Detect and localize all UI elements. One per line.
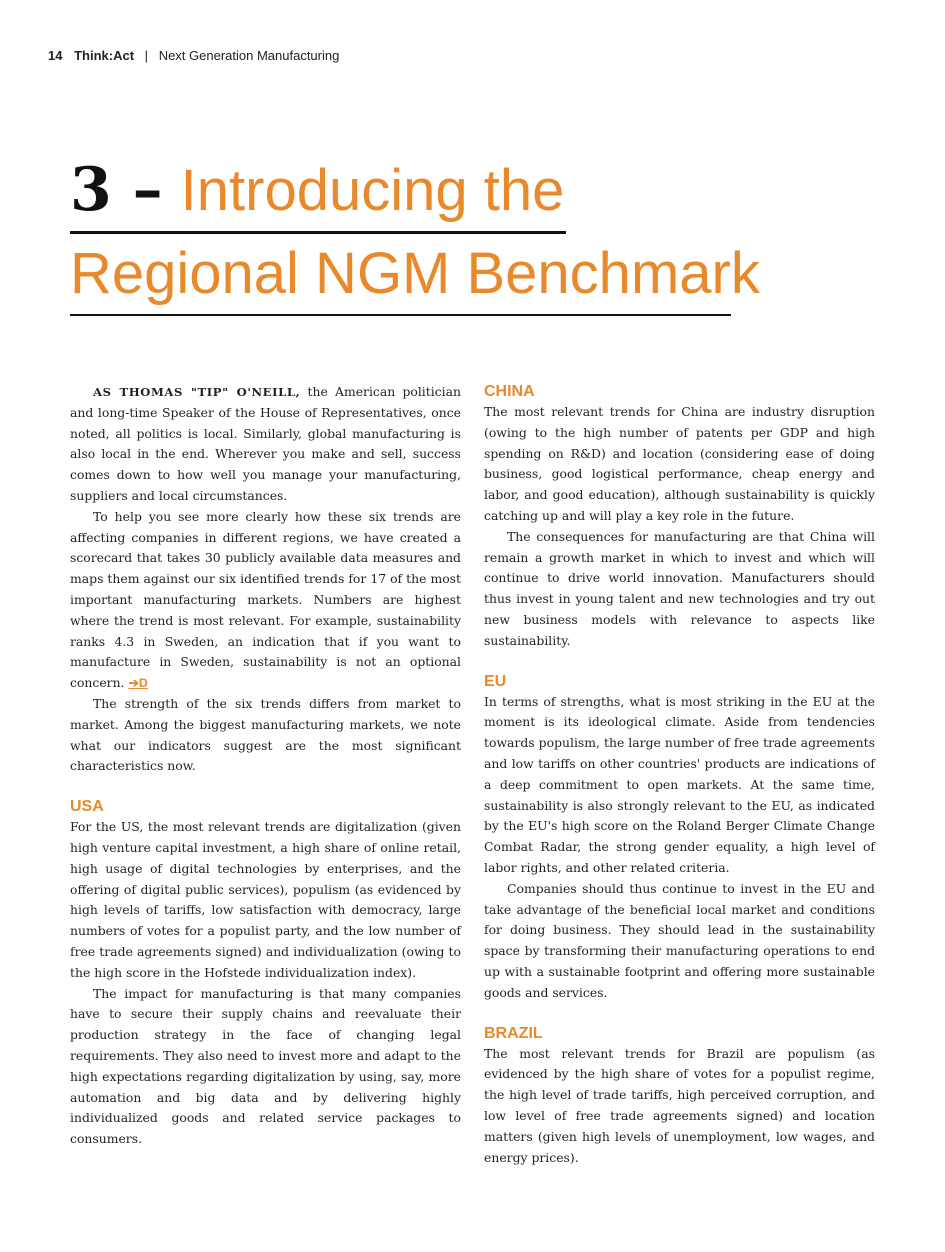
page-number: 14 [48,48,63,63]
right-column [484,382,875,1168]
china-paragraph-2: The consequences for manufacturing are that China will remain a growth market in which to invest and which will continue to drive world innovation. Manufacturers should thus invest in young talent and new technologies and try out new business models with relevance to aspects like sustainability. [484,528,875,648]
intro-paragraph [70,382,461,507]
running-header [48,48,339,63]
china-heading: CHINA [484,383,535,400]
brazil-paragraph-1: The most relevant trends for Brazil are populism (as evidenced by the high share of votes for a populist regime, the high level of trade tariffs, high perceived corruption, and low level of free trade agreements signed) and location matters (given high levels of unemployment, low wages, and energy prices). [484,1045,875,1165]
intro-text: the American politician and long-time Speaker of the House of Representatives, once noted, all politics is local. Similarly, global manufacturing is also local in the end. Wherever you make and sell, success comes down to how well you manage your manufacturing, suppliers and local circumstances. [70,384,461,503]
header-separator: | [144,48,149,63]
brand-name: Think:Act [74,48,135,63]
publication-title: Next Generation Manufacturing [158,48,340,63]
trends-paragraph: The strength of the six trends differs from market to market. Among the biggest manufacturing markets, we note what our indicators suggest are the most significant characteristics now. [70,695,461,774]
intro-lead-caps: AS THOMAS "TIP" O'NEILL, [93,385,301,399]
scorecard-text: To help you see more clearly how these six trends are affecting companies in different regions, we have created a scorecard that takes 30 publicly available data measures and maps them against our six identified trends for 17 of the most important manufacturing markets. Numbers are highest where the trend is most relevant. For example, sustainability ranks 4.3 in Sweden, an indication that if you want to manufacture in Sweden, sustainability is not an optional concern. [70,508,461,691]
left-column [70,382,461,1150]
china-paragraph-1: The most relevant trends for China are industry disruption (owing to the high number of patents per GDP and high spending on R&D) and location (considering ease of doing business, good logistical performance, cheap energy and labor, and good education), although sustainability is quickly catching up and will play a key role in the future. [484,404,875,523]
eu-heading: EU [484,672,507,690]
chapter-title [70,150,760,316]
scorecard-paragraph [70,507,461,694]
chapter-title-text-1: Introducing the [180,158,565,223]
usa-paragraph-1: For the US, the most relevant trends are digitalization (given high venture capital investment, a high share of online retail, high usage of digital technologies by enterprises, and the offering of digital public services), populism (as evidenced by high levels of tariffs, low satisfaction with democracy, large numbers of votes for a populist party, and the low number of free trade agreements signed) and individualization (owing to the high score in the Hofstede individualization index). [70,819,461,980]
reference-link-d[interactable]: ➔D [128,676,148,691]
chapter-title-line-1 [70,150,566,234]
eu-paragraph-1: In terms of strengths, what is most striking in the EU at the moment is its ideological climate. Aside from tendencies towards populism, the large number of free trade agreements and low tariffs on other countries' products are indications of a deep commitment to open markets. At the same time, sustainability is also strongly relevant to the EU, as indicated by the EU's high score on the Roland Berger Climate Change Combat Radar, the strong gender equality, a high level of labor rights, and other related criteria. [484,693,875,875]
usa-paragraph-2: The impact for manufacturing is that many companies have to secure their supply chains and reevaluate their production strategy in the face of changing legal requirements. They also need to invest more and adapt to the high expectations regarding digitalization by using, say, more automation and big data and by delivering highly individualized goods and related service packages to consumers. [70,985,461,1147]
chapter-title-line-2 [70,234,760,316]
eu-paragraph-2: Companies should thus continue to invest in the EU and take advantage of the beneficial local market and conditions for doing business. They should lead in the sustainability space by transforming their manufacturing operations to end up with a sustainable footprint and offering more sustainable goods and services. [484,880,875,1000]
brazil-heading: BRAZIL [484,1024,543,1042]
chapter-title-text-2: Regional NGM Benchmark [70,241,760,306]
usa-heading: USA [70,798,104,816]
chapter-number: 3 – [70,155,163,225]
